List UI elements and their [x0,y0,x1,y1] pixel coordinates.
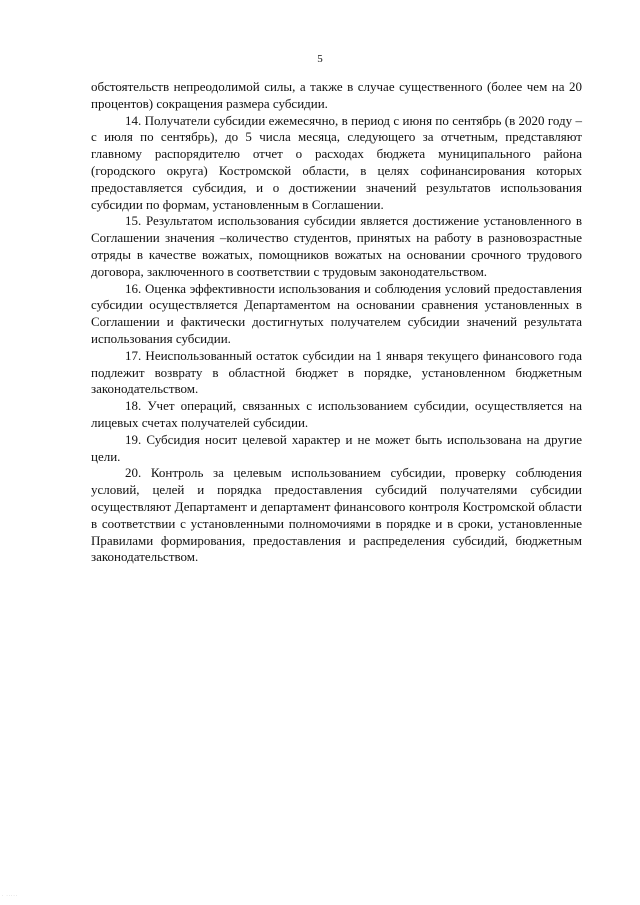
paragraph-continuation: обстоятельств непреодолимой силы, а также в случае существенного (более чем на 20 процентов) сокращения размера субсидии. [91,79,582,111]
paragraph-19: 19. Субсидия носит целевой характер и не может быть использована на другие цели. [91,431,582,464]
paragraph-20: 20. Контроль за целевым использованием субсидии, проверку соблюдения условий, целей и порядка предоставления субсидий получателями субсидии осуществляют Департамент и департамент финансового контроля Костромской области в соответствии с установленными полномочиями в порядке и в сроки, установленные Правилами формирования, предоставления и распределения субсидий, бюджетным законодательством. [91,465,582,565]
scan-mark: · ····· [2,893,18,898]
document-body [91,79,582,566]
paragraph-15: 15. Результатом использования субсидии является достижение установленного в Соглашении значения –количество студентов, принятых на работу в разновозрастные отряды в качестве вожатых, помощников вожатых на основании срочного трудового договора, заключенного в соответствии с трудовым законодательством. [91,213,582,279]
paragraph-14: 14. Получатели субсидии ежемесячно, в период с июня по сентябрь (в 2020 году – с июля по сентябрь), до 5 числа месяца, следующего за отчетным, представляют главному распорядителю отчет о расходах бюджета муниципального района (городского округа) Костромской области, в целях софинансирования которых предоставляется субсидия, и о достижении значений результатов использования субсидии по формам, установленным в Соглашении. [91,112,582,212]
page-number: 5 [317,53,323,65]
paragraph-18: 18. Учет операций, связанных с использованием субсидии, осуществляется на лицевых счетах получателей субсидии. [91,398,582,430]
paragraph-16: 16. Оценка эффективности использования и соблюдения условий предоставления субсидии осуществляется Департаментом на основании сравнения установленных в Соглашении и фактически достигнутых получателем субсидии значений результата использования субсидии. [91,280,582,346]
paragraph-17: 17. Неиспользованный остаток субсидии на 1 января текущего финансового года подлежит возврату в областной бюджет в порядке, установленном бюджетным законодательством. [91,347,582,397]
